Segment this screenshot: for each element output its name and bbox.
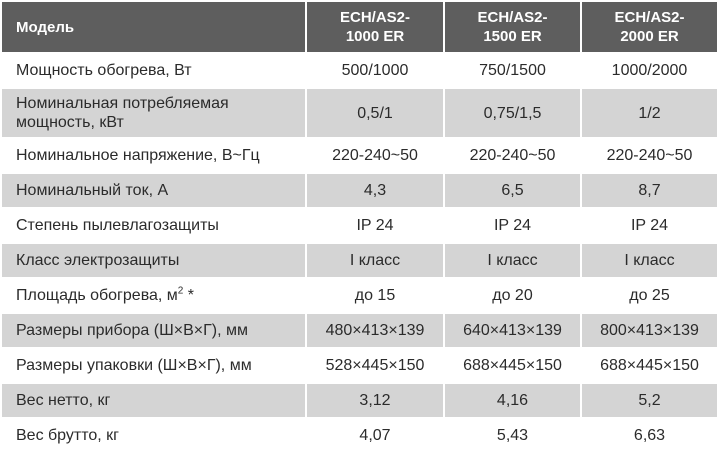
cell-value: IP 24 xyxy=(306,208,444,243)
row-label: Размеры упаковки (Ш×В×Г), мм xyxy=(1,348,306,383)
cell-value: 6,5 xyxy=(444,173,581,208)
cell-value: IP 24 xyxy=(581,208,717,243)
row-label xyxy=(1,278,306,313)
cell-value: I класс xyxy=(444,243,581,278)
cell-value: 0,75/1,5 xyxy=(444,88,581,138)
header-model-3-line2: 2000 ER xyxy=(620,28,679,45)
cell-value: 528×445×150 xyxy=(306,348,444,383)
row-label: Номинальный ток, А xyxy=(1,173,306,208)
cell-value: 3,12 xyxy=(306,383,444,418)
header-model-2 xyxy=(444,1,581,53)
table-row xyxy=(1,173,717,208)
header-model-1 xyxy=(306,1,444,53)
cell-value: 4,07 xyxy=(306,418,444,453)
cell-value: 5,43 xyxy=(444,418,581,453)
cell-value: 220-240~50 xyxy=(581,138,717,173)
table-row xyxy=(1,278,717,313)
header-model-2-line1: ECH/AS2- xyxy=(477,9,548,26)
table-row xyxy=(1,88,717,138)
row-label-line2: мощность, кВт xyxy=(16,114,124,131)
cell-value: до 25 xyxy=(581,278,717,313)
row-label: Степень пылевлагозащиты xyxy=(1,208,306,243)
cell-value: 500/1000 xyxy=(306,53,444,88)
header-model-3 xyxy=(581,1,717,53)
cell-value: 800×413×139 xyxy=(581,313,717,348)
cell-value: 8,7 xyxy=(581,173,717,208)
cell-value: 1/2 xyxy=(581,88,717,138)
cell-value: 688×445×150 xyxy=(444,348,581,383)
row-label-line1: Номинальная потребляемая xyxy=(16,95,229,112)
cell-value: 1000/2000 xyxy=(581,53,717,88)
row-label: Мощность обогрева, Вт xyxy=(1,53,306,88)
table-row xyxy=(1,418,717,453)
row-label-text: Площадь обогрева, м xyxy=(16,287,178,304)
header-model-1-line2: 1000 ER xyxy=(345,28,405,45)
header-model-2-line2: 1500 ER xyxy=(483,28,542,45)
table-row xyxy=(1,138,717,173)
row-label xyxy=(1,88,306,138)
row-label: Размеры прибора (Ш×В×Г), мм xyxy=(1,313,306,348)
header-row xyxy=(1,1,717,53)
table-row xyxy=(1,53,717,88)
header-model-1-line1: ECH/AS2- xyxy=(339,9,410,26)
table-row xyxy=(1,383,717,418)
cell-value: 688×445×150 xyxy=(581,348,717,383)
table-row xyxy=(1,243,717,278)
table-row xyxy=(1,348,717,383)
table-row xyxy=(1,208,717,243)
footnote-mark: * xyxy=(183,287,195,304)
cell-value: 6,63 xyxy=(581,418,717,453)
cell-value: IP 24 xyxy=(444,208,581,243)
row-label: Номинальное напряжение, В~Гц xyxy=(1,138,306,173)
row-label: Вес нетто, кг xyxy=(1,383,306,418)
row-label: Класс электрозащиты xyxy=(1,243,306,278)
cell-value: 220-240~50 xyxy=(306,138,444,173)
cell-value: 220-240~50 xyxy=(444,138,581,173)
superscript-2: 2 xyxy=(177,285,184,297)
cell-value: 4,3 xyxy=(306,173,444,208)
cell-value: 480×413×139 xyxy=(306,313,444,348)
header-model-label: Модель xyxy=(1,1,306,53)
cell-value: 0,5/1 xyxy=(306,88,444,138)
cell-value: 4,16 xyxy=(444,383,581,418)
cell-value: 640×413×139 xyxy=(444,313,581,348)
table-row xyxy=(1,313,717,348)
header-model-3-line1: ECH/AS2- xyxy=(614,9,685,26)
cell-value: до 20 xyxy=(444,278,581,313)
cell-value: I класс xyxy=(581,243,717,278)
cell-value: до 15 xyxy=(306,278,444,313)
cell-value: 750/1500 xyxy=(444,53,581,88)
row-label: Вес брутто, кг xyxy=(1,418,306,453)
cell-value: I класс xyxy=(306,243,444,278)
cell-value: 5,2 xyxy=(581,383,717,418)
